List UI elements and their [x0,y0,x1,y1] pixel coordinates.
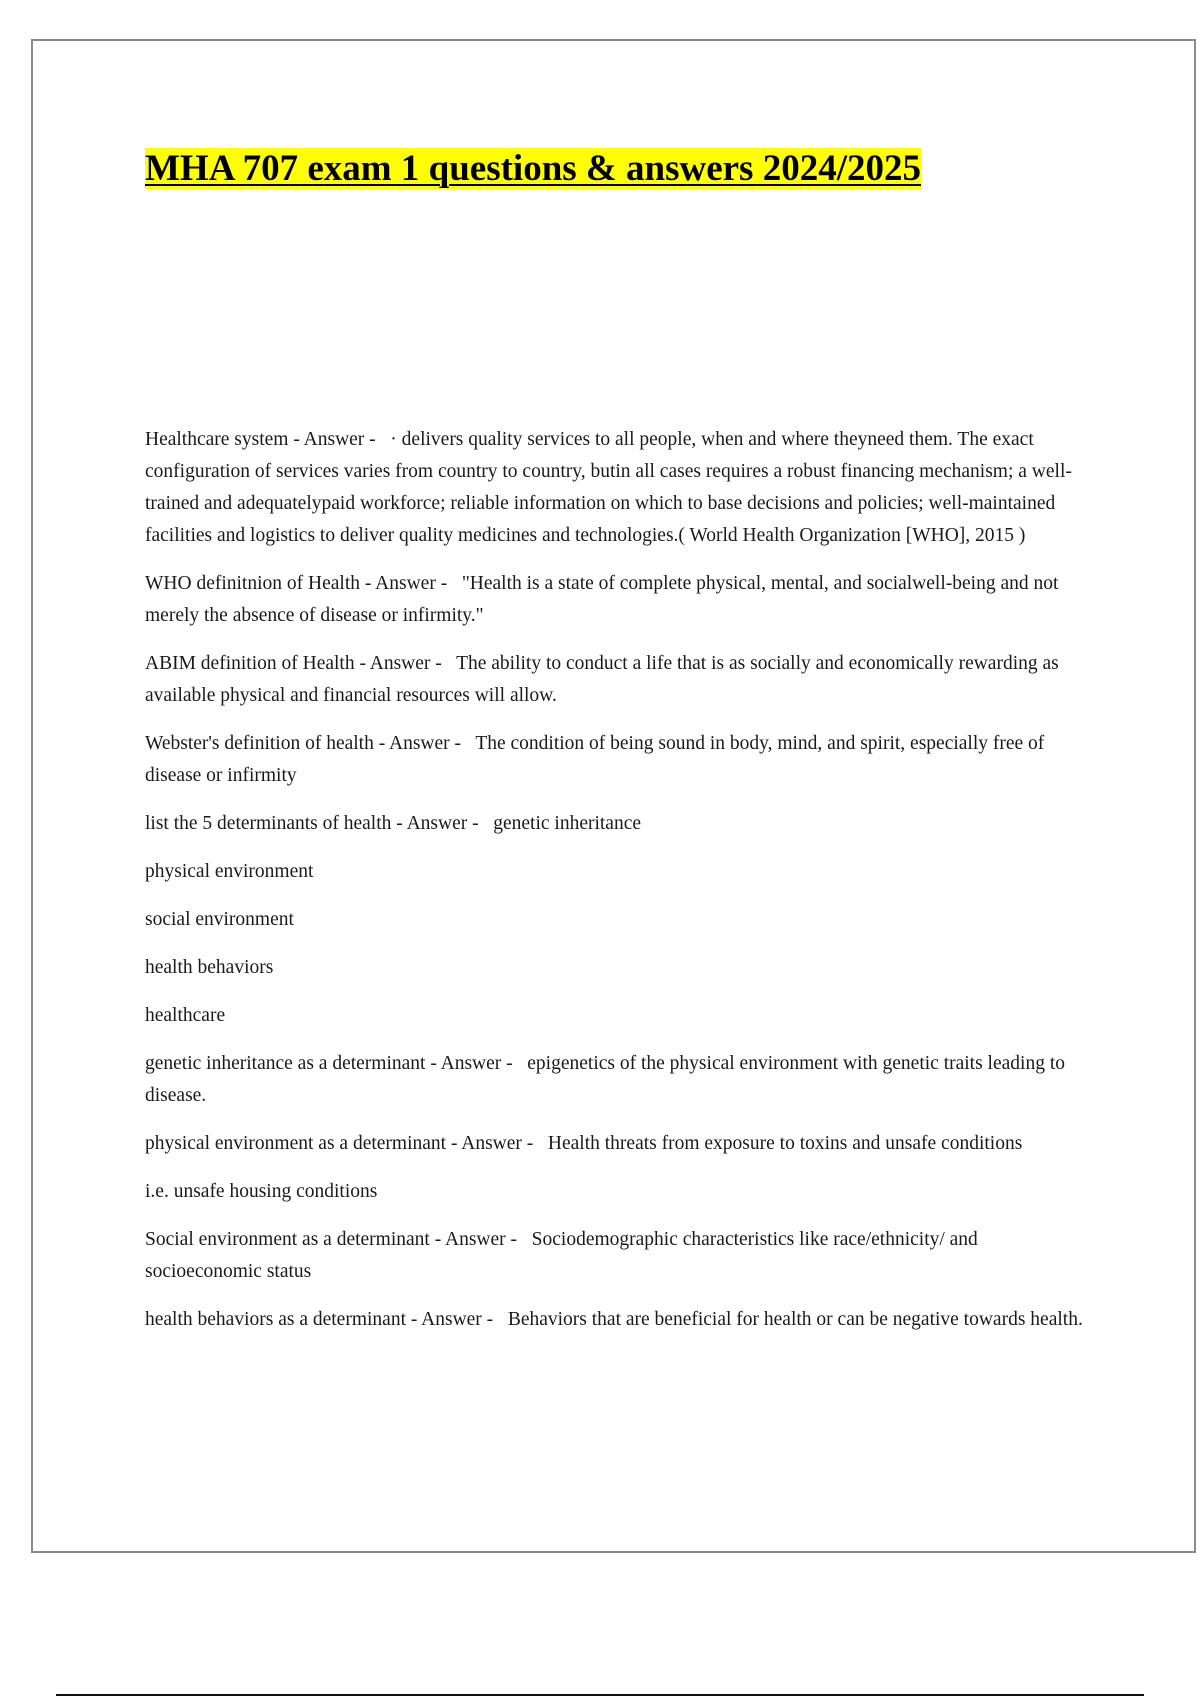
qa-term: physical environment as a determinant [145,1133,447,1154]
qa-answer: delivers quality services to all people, when and where theyneed them. The exact configuration of services varies from country to country, butin all cases requires a robust financing mechanism; a well-trained and adequatelypaid workforce; reliable information on which to base decisions and policies; well-maintained facilities and logistics to deliver quality medicines and technologies.( World Health Organization [WHO], 2015 ) [145,429,1072,546]
answer-continuation-line: healthcare [145,1005,226,1026]
page-title [145,146,921,192]
qa-list [145,424,1090,1352]
answer-continuation-line: social environment [145,909,294,930]
qa-item [145,1048,1090,1112]
qa-term: genetic inheritance as a determinant [145,1053,426,1074]
qa-answer: "Health is a state of complete physical, mental, and socialwell-being and not merely the absence of disease or infirmity." [145,573,1059,626]
qa-answer: The ability to conduct a life that is as socially and economically rewarding as available physical and financial resources will allow. [145,653,1059,706]
qa-item [145,1304,1090,1336]
qa-answer: epigenetics of the physical environment with genetic traits leading to disease. [145,1053,1065,1106]
highlighted-title-text: MHA 707 exam 1 questions & answers 2024/2025 [145,148,921,189]
qa-term: health behaviors as a determinant [145,1309,406,1330]
answer-continuation-line: physical environment [145,861,314,882]
qa-separator: - Answer - [391,813,494,834]
qa-item [145,648,1090,712]
qa-separator: - Answer - [354,653,457,674]
qa-answer: genetic inheritance [493,813,642,834]
answer-continuation-line: health behaviors [145,957,274,978]
qa-answer: Behaviors that are beneficial for health or can be negative towards health. [507,1309,1083,1330]
qa-term: ABIM definition of Health [145,653,355,674]
qa-separator: - Answer - [429,1229,532,1250]
qa-answer: Sociodemographic characteristics like race/ethnicity/ and socioeconomic status [145,1229,978,1282]
qa-term: Social environment as a determinant [145,1229,430,1250]
qa-item [145,728,1090,792]
qa-term: list the 5 determinants of health [145,813,392,834]
qa-term: WHO definitnion of Health [145,573,360,594]
qa-separator: - Answer - [425,1053,528,1074]
qa-item [145,1224,1090,1288]
qa-separator: - Answer - [373,733,476,754]
qa-item [145,808,1090,840]
qa-separator: - Answer - [446,1133,548,1154]
qa-term: Healthcare system [145,429,289,450]
qa-item [145,424,1090,552]
qa-separator: - Answer - · [288,429,402,450]
qa-term: Webster's definition of health [145,733,374,754]
qa-item [145,568,1090,632]
qa-answer: Health threats from exposure to toxins and unsafe conditions [547,1133,1023,1154]
qa-separator: - Answer - [360,573,462,594]
answer-continuation-line: i.e. unsafe housing conditions [145,1181,378,1202]
qa-item [145,1128,1090,1160]
qa-separator: - Answer - [405,1309,508,1330]
bottom-rule [56,1694,1144,1696]
qa-answer: The condition of being sound in body, mind, and spirit, especially free of disease or infirmity [145,733,1045,786]
